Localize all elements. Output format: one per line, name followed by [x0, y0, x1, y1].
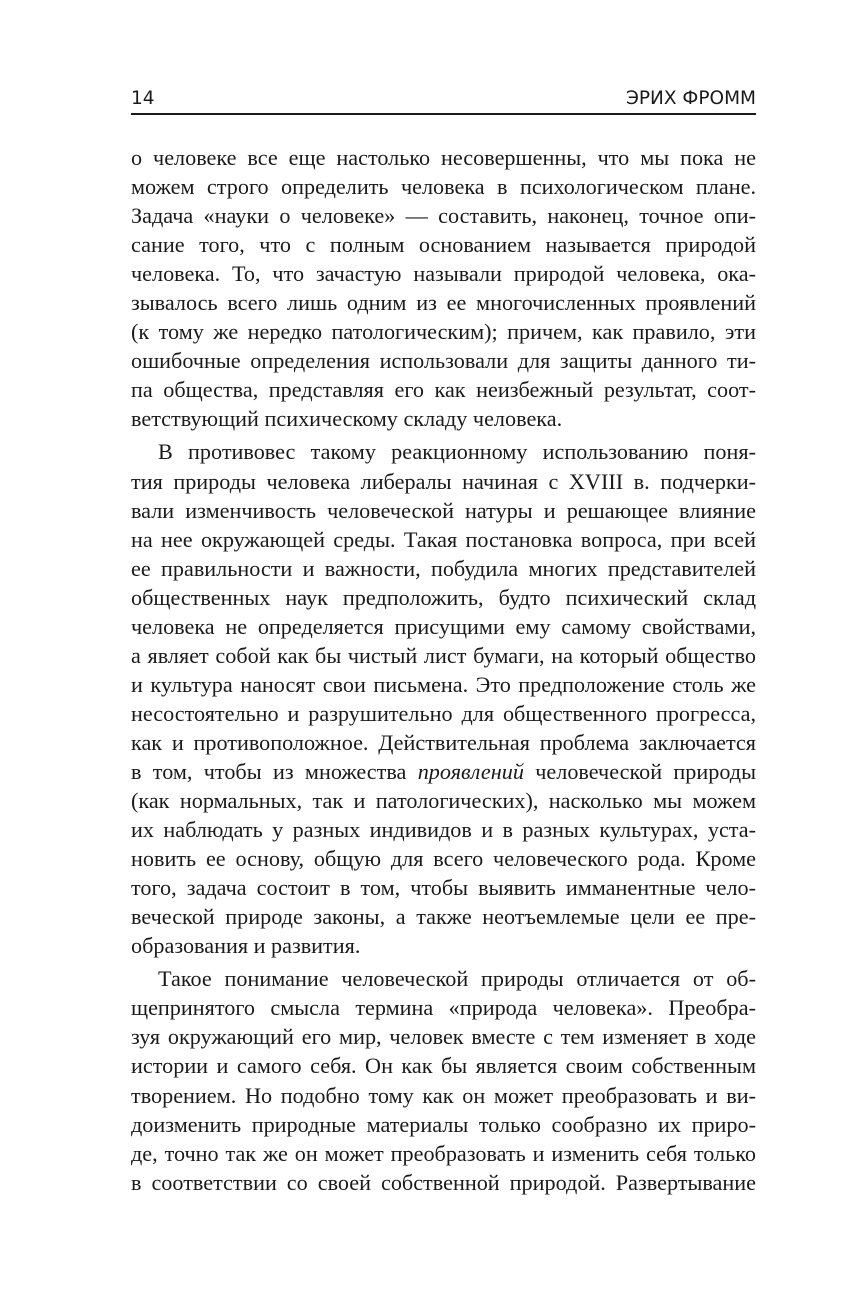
text-line: образования и развития.: [131, 933, 361, 959]
text-line: в том, чтобы из множества проявлений человеческой природы: [131, 758, 756, 784]
text-line: можем строго определить человека в психологическом плане.: [131, 174, 756, 200]
paragraph: [131, 143, 756, 433]
text-line: ветствующий психическому складу человека.: [131, 406, 563, 432]
text-line: зуя окружающий его мир, человек вместе с тем изменяет в ходе: [131, 1024, 756, 1050]
text-line: тия природы человека либералы начиная с XVIII в. подчерки-: [131, 468, 756, 494]
text-line: на нее окружающей среды. Такая постановка вопроса, при всей: [131, 526, 756, 552]
text-line: и культура наносят свои письмена. Это предположение столь же: [131, 671, 756, 697]
text-line: В противовес такому реакционному использованию поня-: [158, 439, 756, 465]
text-line: о человеке все еще настолько несовершенны, что мы пока не: [131, 145, 756, 170]
text-line: общественных наук предположить, будто психический склад: [131, 584, 756, 610]
emphasized-word: проявлений: [417, 758, 524, 784]
text-line: в соответствии со своей собственной природой. Развертывание: [131, 1169, 756, 1195]
text-line: ошибочные определения использовали для защиты данного ти-: [131, 348, 756, 374]
text-line: творением. Но подобно тому как он может преобразовать и ви-: [131, 1082, 756, 1108]
text-line: па общества, представляя его как неизбежный результат, соот-: [131, 377, 756, 403]
text-line: новить ее основу, общую для всего человеческого рода. Кроме: [131, 846, 756, 872]
text-line: де, точно так же он может преобразовать и изменить себя только: [131, 1140, 756, 1166]
text-line: их наблюдать у разных индивидов и в разных культурах, уста-: [131, 817, 756, 843]
text-line: несостоятельно и разрушительно для общественного прогресса,: [131, 700, 756, 726]
text-line: сание того, что с полным основанием называется природой: [131, 232, 756, 258]
text-line: истории и самого себя. Он как бы является своим собственным: [131, 1053, 756, 1079]
paragraph: [131, 437, 756, 960]
text-line: (к тому же нередко патологическим); причем, как правило, эти: [131, 319, 756, 345]
text-line: веческой природе законы, а также неотъемлемые цели ее пре-: [131, 904, 756, 930]
text-line: вали изменчивость человеческой натуры и решающее влияние: [131, 497, 756, 523]
body-text: [131, 143, 756, 1197]
text-line: человека не определяется присущими ему самому свойствами,: [131, 613, 756, 639]
text-line: того, задача состоит в том, чтобы выявить имманентные чело-: [131, 875, 756, 901]
running-head-author: ЭРИХ ФРОММ: [625, 88, 756, 109]
text-line: а являет собой как бы чистый лист бумаги, на который общество: [131, 642, 756, 668]
paragraph: [131, 964, 756, 1196]
text-line: доизменить природные материалы только сообразно их приро-: [131, 1111, 756, 1137]
text-line: Задача «науки о человеке» — составить, наконец, точное опи-: [131, 203, 756, 229]
page-number: 14: [131, 88, 155, 109]
page-header: [131, 86, 756, 115]
text-line: как и противоположное. Действительная проблема заключается: [131, 729, 756, 755]
text-line: зывалось всего лишь одним из ее многочисленных проявлений: [131, 290, 756, 316]
text-line: (как нормальных, так и патологических), насколько мы можем: [131, 788, 756, 814]
text-line: человека. То, что зачастую называли природой человека, ока-: [131, 261, 756, 287]
text-line: ее правильности и важности, побудила многих представителей: [131, 555, 756, 581]
text-line: Такое понимание человеческой природы отличается от об-: [158, 966, 756, 992]
text-line: щепринятого смысла термина «природа человека». Преобра-: [131, 995, 756, 1021]
